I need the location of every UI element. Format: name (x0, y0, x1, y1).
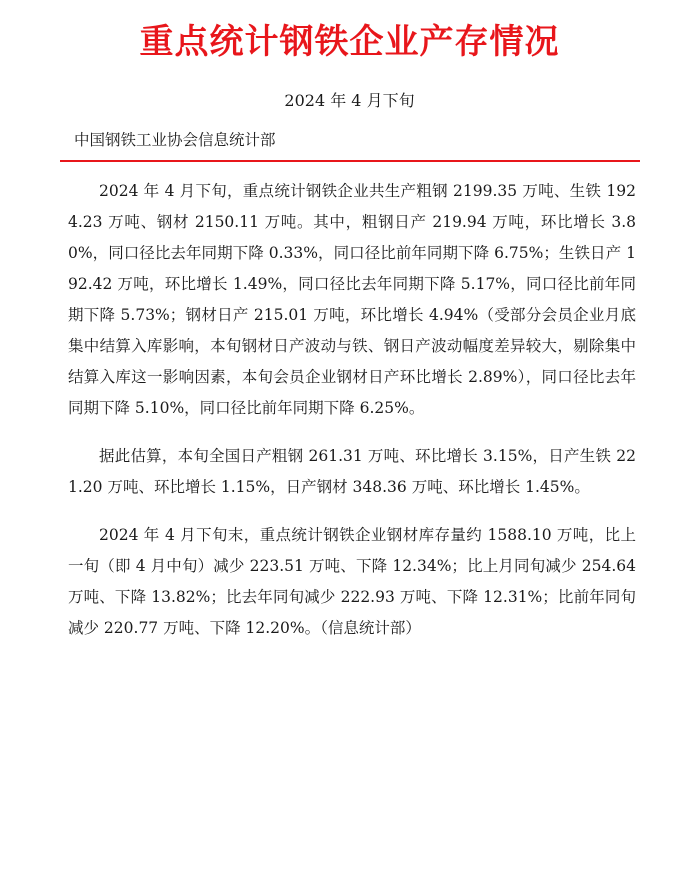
report-period: 2024 年 4 月下旬 (284, 91, 415, 110)
document-body (68, 176, 636, 661)
issuing-department: 中国钢铁工业协会信息统计部 (74, 131, 276, 149)
paragraph-production: 2024 年 4 月下旬，重点统计钢铁企业共生产粗钢 2199.35 万吨、生铁 1924.23 万吨、钢材 2150.11 万吨。其中，粗钢日产 219.94 万吨，环比增长 3.80%，同口径比去年同期下降 0.33%，同口径比前年同期下降 6.75%；生铁日产 192.42 万吨，环比增长 1.49%，同口径比去年同期下降 5.17%，同口径比前年同期下降 5.73%；钢材日产 215.01 万吨，环比增长 4.94%（受部分会员企业月底集中结算入库影响，本旬钢材日产波动与铁、钢日产波动幅度差异较大，剔除集中结算入库这一影响因素，本旬会员企业钢材日产环比增长 2.89%），同口径比去年同期下降 5.10%，同口径比前年同期下降 6.25%。 (68, 182, 636, 417)
paragraph-inventory: 2024 年 4 月下旬末，重点统计钢铁企业钢材库存量约 1588.10 万吨，比上一旬（即 4 月中旬）减少 223.51 万吨、下降 12.34%；比上月同旬减少 254.64 万吨、下降 13.82%；比去年同旬减少 222.93 万吨、下降 12.31%；比前年同旬减少 220.77 万吨、下降 12.20%。（信息统计部） (68, 526, 636, 637)
document-title: 重点统计钢铁企业产存情况 (139, 22, 560, 62)
header-divider (60, 160, 640, 162)
paragraph-national-estimate: 据此估算，本旬全国日产粗钢 261.31 万吨、环比增长 3.15%，日产生铁 221.20 万吨、环比增长 1.15%，日产钢材 348.36 万吨、环比增长 1.45%。 (68, 447, 636, 496)
